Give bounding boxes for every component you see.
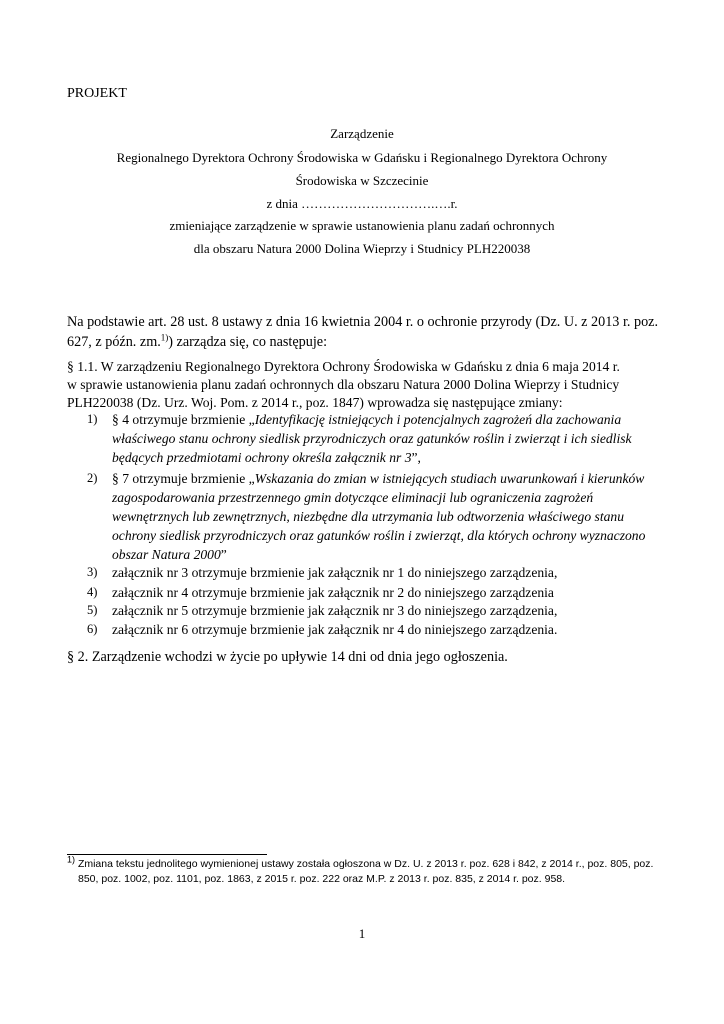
title-line-6: dla obszaru Natura 2000 Dolina Wieprzy i Studnicy PLH220038 bbox=[193, 241, 531, 256]
preamble bbox=[67, 312, 667, 352]
list-item-number: 4) bbox=[87, 585, 98, 599]
section-1-line-3: PLH220038 (Dz. Urz. Woj. Pom. z 2014 r., poz. 1847) wprowadza się następujące zmiany: bbox=[67, 395, 563, 410]
list-item-number: 5) bbox=[87, 603, 98, 617]
list-item-text: załącznik nr 3 otrzymuje brzmienie jak załącznik nr 1 do niniejszego zarządzenia, bbox=[112, 565, 558, 580]
preamble-line-1: Na podstawie art. 28 ust. 8 ustawy z dnia 16 kwietnia 2004 r. o ochronie przyrody (Dz. U. z 2013 r. poz. bbox=[67, 314, 659, 330]
preamble-line-2: 627, z późn. zm.$^{1)}$) zarządza się, co następuje: bbox=[67, 332, 328, 350]
title-line-2: Regionalnego Dyrektora Ochrony Środowiska w Gdańsku i Regionalnego Dyrektora Ochrony bbox=[116, 150, 608, 165]
section-1-line-1: § 1.1. W zarządzeniu Regionalnego Dyrektora Ochrony Środowiska w Gdańsku z dnia 6 maja 2014 r. bbox=[67, 359, 620, 374]
section-1-line-2: w sprawie ustanowienia planu zadań ochronnych dla obszaru Natura 2000 Dolina Wieprzy i Studnicy bbox=[67, 377, 620, 392]
list-item-number: 3) bbox=[87, 565, 98, 579]
footnote bbox=[67, 854, 667, 887]
list-item-number: 6) bbox=[87, 622, 98, 636]
footnote-marker: 1) bbox=[67, 854, 76, 865]
list-item-text: § 4 otrzymuje brzmienie „Identyfikację istniejących i potencjalnych zagrożeń dla zachowania właściwego stanu ochrony siedlisk przyrodniczych oraz gatunków roślin i zwierząt i ich siedlisk będących przedmiotami ochrony określa załącznik nr 3”, bbox=[112, 412, 632, 465]
section-1 bbox=[67, 358, 667, 412]
footnote-line-2: 850, poz. 1002, poz. 1101, poz. 1863, z 2015 r. poz. 222 oraz M.P. z 2013 r. poz. 835, z 2014 r. poz. 958. bbox=[78, 873, 566, 885]
list-item-text: załącznik nr 6 otrzymuje brzmienie jak załącznik nr 4 do niniejszego zarządzenia. bbox=[112, 622, 558, 637]
list-item-text: załącznik nr 4 otrzymuje brzmienie jak załącznik nr 2 do niniejszego zarządzenia bbox=[112, 585, 554, 600]
footnote-reference: 1) bbox=[160, 332, 169, 343]
title-line-1: Zarządzenie bbox=[330, 126, 394, 141]
title-line-4: z dnia ………………………….….r. bbox=[266, 196, 458, 211]
title-line-3: Środowiska w Szczecinie bbox=[295, 173, 429, 188]
list-item-text: załącznik nr 5 otrzymuje brzmienie jak załącznik nr 3 do niniejszego zarządzenia, bbox=[112, 603, 558, 618]
title-line-5: zmieniające zarządzenie w sprawie ustanowienia planu zadań ochronnych bbox=[169, 218, 555, 233]
list-item-number: 2) bbox=[87, 471, 98, 485]
page-number: 1 bbox=[358, 926, 366, 941]
list-item-number: 1) bbox=[87, 412, 98, 426]
footnote-separator bbox=[67, 854, 267, 855]
list-item-text: § 7 otrzymuje brzmienie „Wskazania do zmian w istniejących studiach uwarunkowań i kierunków zagospodarowania przestrzennego gmin dotyczące eliminacji lub ograniczenia zagrożeń wewnętrznych lub zewnętrznych, niezbędne dla utrzymania lub odtworzenia właściwego stanu ochrony siedlisk przyrodniczych oraz gatunków roślin i zwierząt, dla których ochrony wyznaczono obszar Natura 2000” bbox=[112, 471, 646, 562]
section-2: § 2. Zarządzenie wchodzi w życie po upływie 14 dni od dnia jego ogłoszenia. bbox=[67, 649, 508, 665]
document-status-label: PROJEKT bbox=[67, 86, 127, 101]
footnote-line-1: Zmiana tekstu jednolitego wymienionej ustawy została ogłoszona w Dz. U. z 2013 r. poz. 628 i 842, z 2014 r., poz. 805, poz. bbox=[77, 858, 654, 870]
